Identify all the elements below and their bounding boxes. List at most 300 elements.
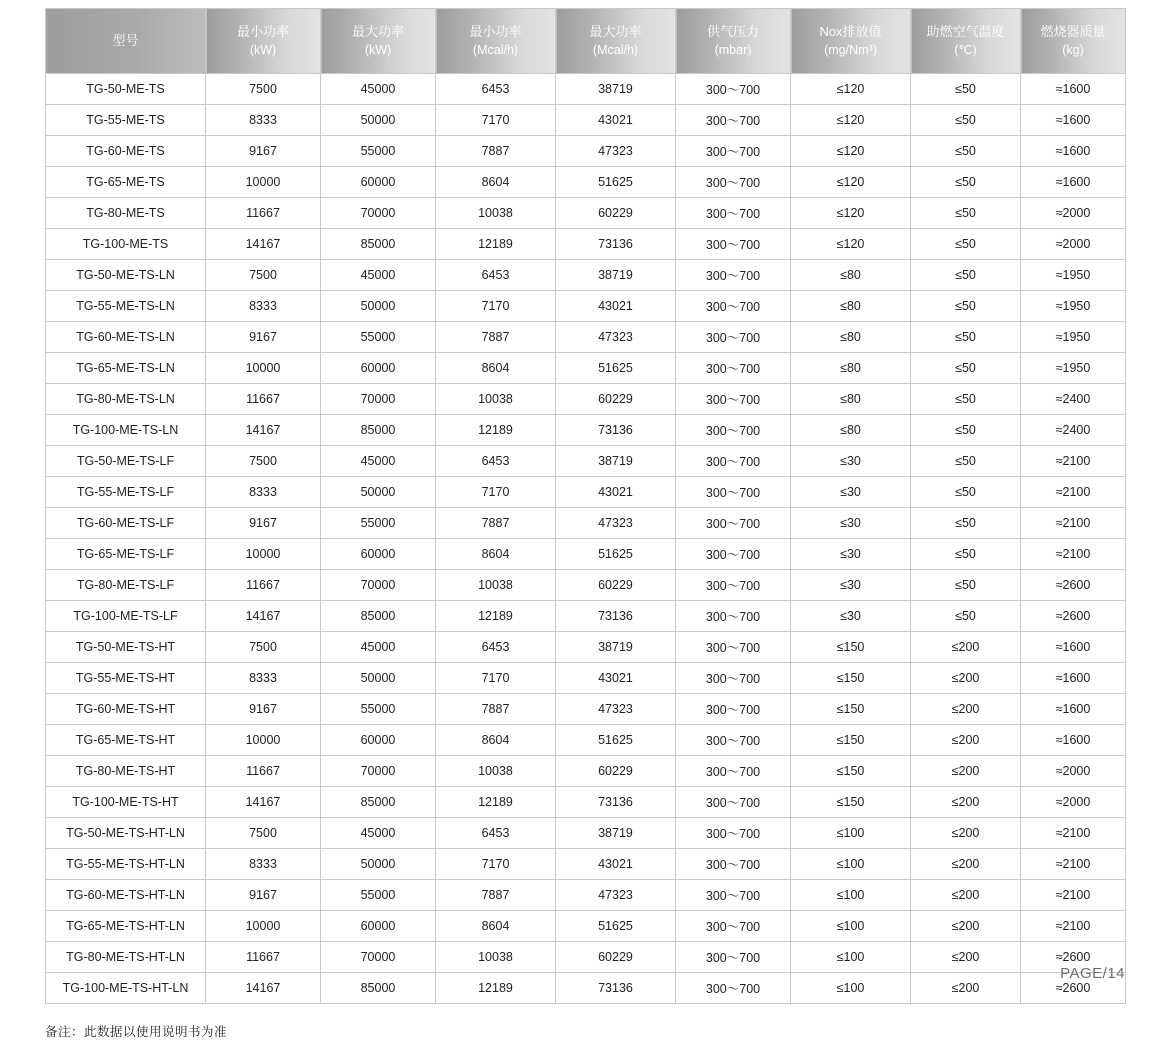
table-note: 备注：此数据以使用说明书为准 — [45, 1025, 228, 1039]
cell-model: TG-55-ME-TS-LF — [46, 477, 206, 508]
table-cell: ≤30 — [791, 570, 911, 601]
cell-model: TG-100-ME-TS-HT — [46, 787, 206, 818]
column-header-min-power-mcal — [436, 9, 556, 74]
table-cell: ≤30 — [791, 508, 911, 539]
table-cell: 300～700 — [676, 632, 791, 663]
table-cell: ≤100 — [791, 880, 911, 911]
table-cell: 300～700 — [676, 415, 791, 446]
table-cell: 7170 — [436, 291, 556, 322]
table-cell: 70000 — [321, 756, 436, 787]
table-cell: ≤100 — [791, 818, 911, 849]
table-cell: ≤120 — [791, 229, 911, 260]
table-row — [46, 725, 1126, 756]
table-cell: 7887 — [436, 508, 556, 539]
table-cell: 85000 — [321, 973, 436, 1004]
table-cell: ≈2000 — [1021, 198, 1126, 229]
column-header-gas-pressure — [676, 9, 791, 74]
table-header-row — [46, 9, 1126, 74]
table-cell: ≤80 — [791, 322, 911, 353]
table-cell: 12189 — [436, 787, 556, 818]
table-cell: 47323 — [556, 322, 676, 353]
table-cell: ≤50 — [911, 415, 1021, 446]
table-row — [46, 198, 1126, 229]
column-header-title: 最小功率 — [469, 23, 522, 39]
table-header — [46, 9, 1126, 74]
table-cell: 43021 — [556, 849, 676, 880]
table-cell: ≤30 — [791, 539, 911, 570]
table-row — [46, 105, 1126, 136]
table-cell: ≤200 — [911, 663, 1021, 694]
table-cell: 50000 — [321, 105, 436, 136]
table-cell: 85000 — [321, 787, 436, 818]
cell-model: TG-50-ME-TS-LF — [46, 446, 206, 477]
table-cell: 45000 — [321, 818, 436, 849]
table-cell: 300～700 — [676, 508, 791, 539]
table-cell: 8333 — [206, 291, 321, 322]
column-header-title: 助燃空气温度 — [926, 23, 1005, 39]
table-cell: 55000 — [321, 508, 436, 539]
column-header-title: 最大功率 — [589, 23, 642, 39]
table-cell: 300～700 — [676, 942, 791, 973]
table-cell: ≈1600 — [1021, 725, 1126, 756]
table-cell: 60229 — [556, 570, 676, 601]
cell-model: TG-60-ME-TS-LN — [46, 322, 206, 353]
table-cell: 45000 — [321, 260, 436, 291]
table-cell: ≈2100 — [1021, 849, 1126, 880]
table-row — [46, 229, 1126, 260]
table-cell: ≤50 — [911, 601, 1021, 632]
table-cell: 300～700 — [676, 849, 791, 880]
column-header-unit: (kW) — [249, 43, 277, 58]
table-cell: 300～700 — [676, 818, 791, 849]
table-cell: ≤50 — [911, 291, 1021, 322]
table-cell: 300～700 — [676, 663, 791, 694]
table-cell: 60229 — [556, 384, 676, 415]
specification-table — [45, 8, 1126, 1004]
table-cell: 300～700 — [676, 787, 791, 818]
table-cell: ≤120 — [791, 105, 911, 136]
table-cell: 43021 — [556, 105, 676, 136]
column-header-unit: (mbar) — [714, 43, 752, 58]
table-cell: ≤30 — [791, 477, 911, 508]
table-cell: ≈2400 — [1021, 415, 1126, 446]
table-cell: 300～700 — [676, 229, 791, 260]
table-cell: 300～700 — [676, 756, 791, 787]
table-row — [46, 942, 1126, 973]
table-row — [46, 136, 1126, 167]
table-cell: 45000 — [321, 632, 436, 663]
table-cell: ≤50 — [911, 229, 1021, 260]
table-cell: 73136 — [556, 229, 676, 260]
table-cell: 85000 — [321, 229, 436, 260]
table-cell: 300～700 — [676, 911, 791, 942]
table-cell: ≤80 — [791, 291, 911, 322]
cell-model: TG-65-ME-TS-LN — [46, 353, 206, 384]
table-cell: 50000 — [321, 663, 436, 694]
table-cell: 60000 — [321, 167, 436, 198]
table-cell: ≤200 — [911, 694, 1021, 725]
table-cell: ≈2400 — [1021, 384, 1126, 415]
table-cell: ≈2100 — [1021, 446, 1126, 477]
table-cell: 9167 — [206, 880, 321, 911]
table-cell: 60000 — [321, 353, 436, 384]
table-cell: 6453 — [436, 74, 556, 105]
column-header-title: 型号 — [112, 32, 139, 48]
table-cell: ≤50 — [911, 508, 1021, 539]
table-cell: 7170 — [436, 105, 556, 136]
table-cell: ≤80 — [791, 353, 911, 384]
table-cell: 8604 — [436, 725, 556, 756]
table-cell: 60229 — [556, 942, 676, 973]
table-cell: 6453 — [436, 818, 556, 849]
table-row — [46, 818, 1126, 849]
table-cell: ≤100 — [791, 911, 911, 942]
table-cell: ≤80 — [791, 415, 911, 446]
table-cell: ≤50 — [911, 446, 1021, 477]
table-cell: 51625 — [556, 911, 676, 942]
table-cell: 38719 — [556, 74, 676, 105]
table-row — [46, 446, 1126, 477]
table-cell: ≤50 — [911, 384, 1021, 415]
table-cell: 9167 — [206, 322, 321, 353]
table-cell: 7887 — [436, 694, 556, 725]
table-cell: 8604 — [436, 167, 556, 198]
table-cell: ≤200 — [911, 787, 1021, 818]
table-cell: ≤50 — [911, 570, 1021, 601]
table-row — [46, 260, 1126, 291]
table-row — [46, 663, 1126, 694]
table-cell: 300～700 — [676, 601, 791, 632]
table-cell: 47323 — [556, 508, 676, 539]
column-header-title: 供气压力 — [706, 23, 759, 39]
table-cell: 14167 — [206, 973, 321, 1004]
table-cell: ≤200 — [911, 756, 1021, 787]
table-cell: ≤50 — [911, 167, 1021, 198]
table-cell: 300～700 — [676, 353, 791, 384]
cell-model: TG-65-ME-TS-HT — [46, 725, 206, 756]
table-cell: ≤80 — [791, 384, 911, 415]
table-cell: 300～700 — [676, 477, 791, 508]
cell-model: TG-65-ME-TS-LF — [46, 539, 206, 570]
table-cell: ≤200 — [911, 849, 1021, 880]
table-cell: 43021 — [556, 291, 676, 322]
table-cell: 60000 — [321, 911, 436, 942]
table-row — [46, 570, 1126, 601]
column-header-title: 最大功率 — [351, 23, 404, 39]
table-cell: ≈1600 — [1021, 632, 1126, 663]
table-cell: ≤120 — [791, 74, 911, 105]
table-cell: 10000 — [206, 353, 321, 384]
table-cell: ≤150 — [791, 694, 911, 725]
table-cell: ≈2100 — [1021, 818, 1126, 849]
table-row — [46, 539, 1126, 570]
table-cell: ≤150 — [791, 787, 911, 818]
table-cell: 12189 — [436, 601, 556, 632]
table-cell: 12189 — [436, 973, 556, 1004]
table-cell: ≈2600 — [1021, 942, 1126, 973]
column-header-title: 最小功率 — [236, 23, 289, 39]
table-cell: 12189 — [436, 415, 556, 446]
table-cell: 7170 — [436, 849, 556, 880]
cell-model: TG-80-ME-TS-LF — [46, 570, 206, 601]
table-cell: ≤200 — [911, 973, 1021, 1004]
cell-model: TG-55-ME-TS-HT-LN — [46, 849, 206, 880]
table-cell: ≈2100 — [1021, 477, 1126, 508]
table-cell: 55000 — [321, 694, 436, 725]
table-cell: 300～700 — [676, 74, 791, 105]
column-header-nox — [791, 9, 911, 74]
cell-model: TG-65-ME-TS — [46, 167, 206, 198]
column-header-unit: (kW) — [364, 43, 392, 58]
table-cell: 38719 — [556, 446, 676, 477]
table-cell: ≤150 — [791, 756, 911, 787]
table-row — [46, 973, 1126, 1004]
table-cell: 8333 — [206, 663, 321, 694]
table-cell: ≈1950 — [1021, 322, 1126, 353]
table-cell: 300～700 — [676, 167, 791, 198]
page-number: PAGE/14 — [1060, 965, 1125, 982]
cell-model: TG-55-ME-TS-LN — [46, 291, 206, 322]
column-header-unit: (mg/Nm³) — [824, 43, 877, 58]
table-row — [46, 477, 1126, 508]
table-cell: 10000 — [206, 911, 321, 942]
table-row — [46, 384, 1126, 415]
cell-model: TG-80-ME-TS — [46, 198, 206, 229]
table-cell: 55000 — [321, 322, 436, 353]
table-cell: 70000 — [321, 198, 436, 229]
cell-model: TG-100-ME-TS-LN — [46, 415, 206, 446]
table-row — [46, 508, 1126, 539]
table-cell: 12189 — [436, 229, 556, 260]
table-cell: ≤200 — [911, 911, 1021, 942]
table-cell: ≈2600 — [1021, 973, 1126, 1004]
table-cell: ≈2000 — [1021, 756, 1126, 787]
table-cell: 300～700 — [676, 694, 791, 725]
table-row — [46, 880, 1126, 911]
table-cell: 300～700 — [676, 291, 791, 322]
table-cell: ≈2100 — [1021, 539, 1126, 570]
table-cell: ≈2600 — [1021, 570, 1126, 601]
table-cell: 7500 — [206, 74, 321, 105]
cell-model: TG-50-ME-TS-HT-LN — [46, 818, 206, 849]
table-cell: 45000 — [321, 446, 436, 477]
column-header-unit: (kg) — [1062, 43, 1084, 58]
table-cell: 60000 — [321, 539, 436, 570]
table-cell: ≤150 — [791, 632, 911, 663]
table-cell: ≈1600 — [1021, 663, 1126, 694]
table-row — [46, 322, 1126, 353]
table-cell: ≤100 — [791, 942, 911, 973]
table-cell: 300～700 — [676, 384, 791, 415]
table-cell: 6453 — [436, 446, 556, 477]
table-cell: ≤50 — [911, 353, 1021, 384]
table-cell: ≤50 — [911, 322, 1021, 353]
table-cell: 8333 — [206, 105, 321, 136]
table-cell: 7500 — [206, 632, 321, 663]
table-cell: 8604 — [436, 539, 556, 570]
table-cell: 300～700 — [676, 539, 791, 570]
column-header-title: Nox排放值 — [819, 23, 882, 39]
table-cell: ≈2100 — [1021, 911, 1126, 942]
table-cell: 9167 — [206, 508, 321, 539]
table-cell: ≤100 — [791, 849, 911, 880]
cell-model: TG-50-ME-TS-LN — [46, 260, 206, 291]
column-header-min-power-kw — [206, 9, 321, 74]
table-cell: ≈2000 — [1021, 229, 1126, 260]
table-cell: 51625 — [556, 539, 676, 570]
table-body — [46, 74, 1126, 1004]
table-cell: 50000 — [321, 291, 436, 322]
table-cell: 14167 — [206, 787, 321, 818]
table-row — [46, 694, 1126, 725]
table-cell: ≈1600 — [1021, 694, 1126, 725]
table-row — [46, 291, 1126, 322]
table-cell: 6453 — [436, 632, 556, 663]
table-cell: 11667 — [206, 756, 321, 787]
table-cell: 85000 — [321, 601, 436, 632]
cell-model: TG-55-ME-TS — [46, 105, 206, 136]
table-cell: ≤120 — [791, 198, 911, 229]
column-header-unit: (℃) — [954, 43, 977, 58]
table-row — [46, 911, 1126, 942]
table-cell: 47323 — [556, 136, 676, 167]
table-cell: 85000 — [321, 415, 436, 446]
table-row — [46, 74, 1126, 105]
table-cell: 60229 — [556, 198, 676, 229]
cell-model: TG-50-ME-TS-HT — [46, 632, 206, 663]
table-cell: 51625 — [556, 167, 676, 198]
table-cell: 50000 — [321, 477, 436, 508]
table-cell: ≤120 — [791, 136, 911, 167]
table-row — [46, 756, 1126, 787]
table-cell: 47323 — [556, 694, 676, 725]
table-cell: 10000 — [206, 725, 321, 756]
table-cell: 10000 — [206, 167, 321, 198]
table-cell: 8604 — [436, 911, 556, 942]
column-header-title: 燃烧器质量 — [1040, 23, 1106, 39]
cell-model: TG-60-ME-TS-HT-LN — [46, 880, 206, 911]
table-cell: 55000 — [321, 880, 436, 911]
table-row — [46, 632, 1126, 663]
table-cell: 73136 — [556, 973, 676, 1004]
table-cell: 60000 — [321, 725, 436, 756]
table-cell: ≈1950 — [1021, 260, 1126, 291]
table-cell: 50000 — [321, 849, 436, 880]
table-cell: ≤80 — [791, 260, 911, 291]
table-cell: ≤200 — [911, 880, 1021, 911]
table-cell: ≈2600 — [1021, 601, 1126, 632]
table-cell: 38719 — [556, 632, 676, 663]
table-cell: 10038 — [436, 198, 556, 229]
column-header-max-power-mcal — [556, 9, 676, 74]
table-cell: 8333 — [206, 849, 321, 880]
table-cell: ≤200 — [911, 725, 1021, 756]
table-cell: ≤120 — [791, 167, 911, 198]
column-header-air-temperature — [911, 9, 1021, 74]
table-cell: ≈2100 — [1021, 880, 1126, 911]
table-row — [46, 849, 1126, 880]
table-cell: 300～700 — [676, 260, 791, 291]
table-cell: 300～700 — [676, 973, 791, 1004]
table-cell: 51625 — [556, 725, 676, 756]
table-cell: 10038 — [436, 756, 556, 787]
table-cell: 11667 — [206, 942, 321, 973]
cell-model: TG-60-ME-TS — [46, 136, 206, 167]
table-cell: 7887 — [436, 880, 556, 911]
table-cell: 73136 — [556, 601, 676, 632]
table-cell: 7500 — [206, 260, 321, 291]
table-cell: ≤30 — [791, 601, 911, 632]
table-cell: 45000 — [321, 74, 436, 105]
table-cell: ≤200 — [911, 818, 1021, 849]
table-cell: 10038 — [436, 942, 556, 973]
table-cell: 73136 — [556, 787, 676, 818]
column-header-unit: (Mcal/h) — [472, 43, 519, 58]
table-cell: 14167 — [206, 415, 321, 446]
table-cell: 7170 — [436, 477, 556, 508]
table-cell: 43021 — [556, 477, 676, 508]
table-cell: 38719 — [556, 260, 676, 291]
column-header-max-power-kw — [321, 9, 436, 74]
table-cell: 300～700 — [676, 105, 791, 136]
table-cell: ≤50 — [911, 198, 1021, 229]
table-cell: 8333 — [206, 477, 321, 508]
table-cell: 70000 — [321, 384, 436, 415]
table-cell: ≤50 — [911, 105, 1021, 136]
column-header-model — [46, 9, 206, 74]
table-cell: ≤30 — [791, 446, 911, 477]
cell-model: TG-80-ME-TS-HT-LN — [46, 942, 206, 973]
table-cell: 70000 — [321, 570, 436, 601]
cell-model: TG-80-ME-TS-HT — [46, 756, 206, 787]
table-cell: 11667 — [206, 570, 321, 601]
cell-model: TG-60-ME-TS-HT — [46, 694, 206, 725]
table-cell: ≤50 — [911, 260, 1021, 291]
table-cell: 7500 — [206, 818, 321, 849]
table-cell: 300～700 — [676, 446, 791, 477]
table-cell: 7887 — [436, 322, 556, 353]
table-cell: 47323 — [556, 880, 676, 911]
cell-model: TG-60-ME-TS-LF — [46, 508, 206, 539]
cell-model: TG-65-ME-TS-HT-LN — [46, 911, 206, 942]
table-cell: 7887 — [436, 136, 556, 167]
table-cell: 14167 — [206, 229, 321, 260]
table-cell: ≈1950 — [1021, 353, 1126, 384]
table-row — [46, 415, 1126, 446]
column-header-burner-mass — [1021, 9, 1126, 74]
table-cell: 300～700 — [676, 198, 791, 229]
table-cell: 11667 — [206, 198, 321, 229]
table-cell: 9167 — [206, 136, 321, 167]
cell-model: TG-100-ME-TS-HT-LN — [46, 973, 206, 1004]
column-header-unit: (Mcal/h) — [592, 43, 639, 58]
table-cell: ≤50 — [911, 74, 1021, 105]
table-cell: 60229 — [556, 756, 676, 787]
table-cell: ≤50 — [911, 136, 1021, 167]
table-cell: 10038 — [436, 570, 556, 601]
table-cell: 7170 — [436, 663, 556, 694]
table-cell: ≤100 — [791, 973, 911, 1004]
table-cell: 9167 — [206, 694, 321, 725]
table-cell: 38719 — [556, 818, 676, 849]
table-cell: 43021 — [556, 663, 676, 694]
table-cell: 8604 — [436, 353, 556, 384]
table-cell: 300～700 — [676, 136, 791, 167]
table-cell: 55000 — [321, 136, 436, 167]
cell-model: TG-100-ME-TS-LF — [46, 601, 206, 632]
table-cell: 6453 — [436, 260, 556, 291]
table-cell: 10038 — [436, 384, 556, 415]
